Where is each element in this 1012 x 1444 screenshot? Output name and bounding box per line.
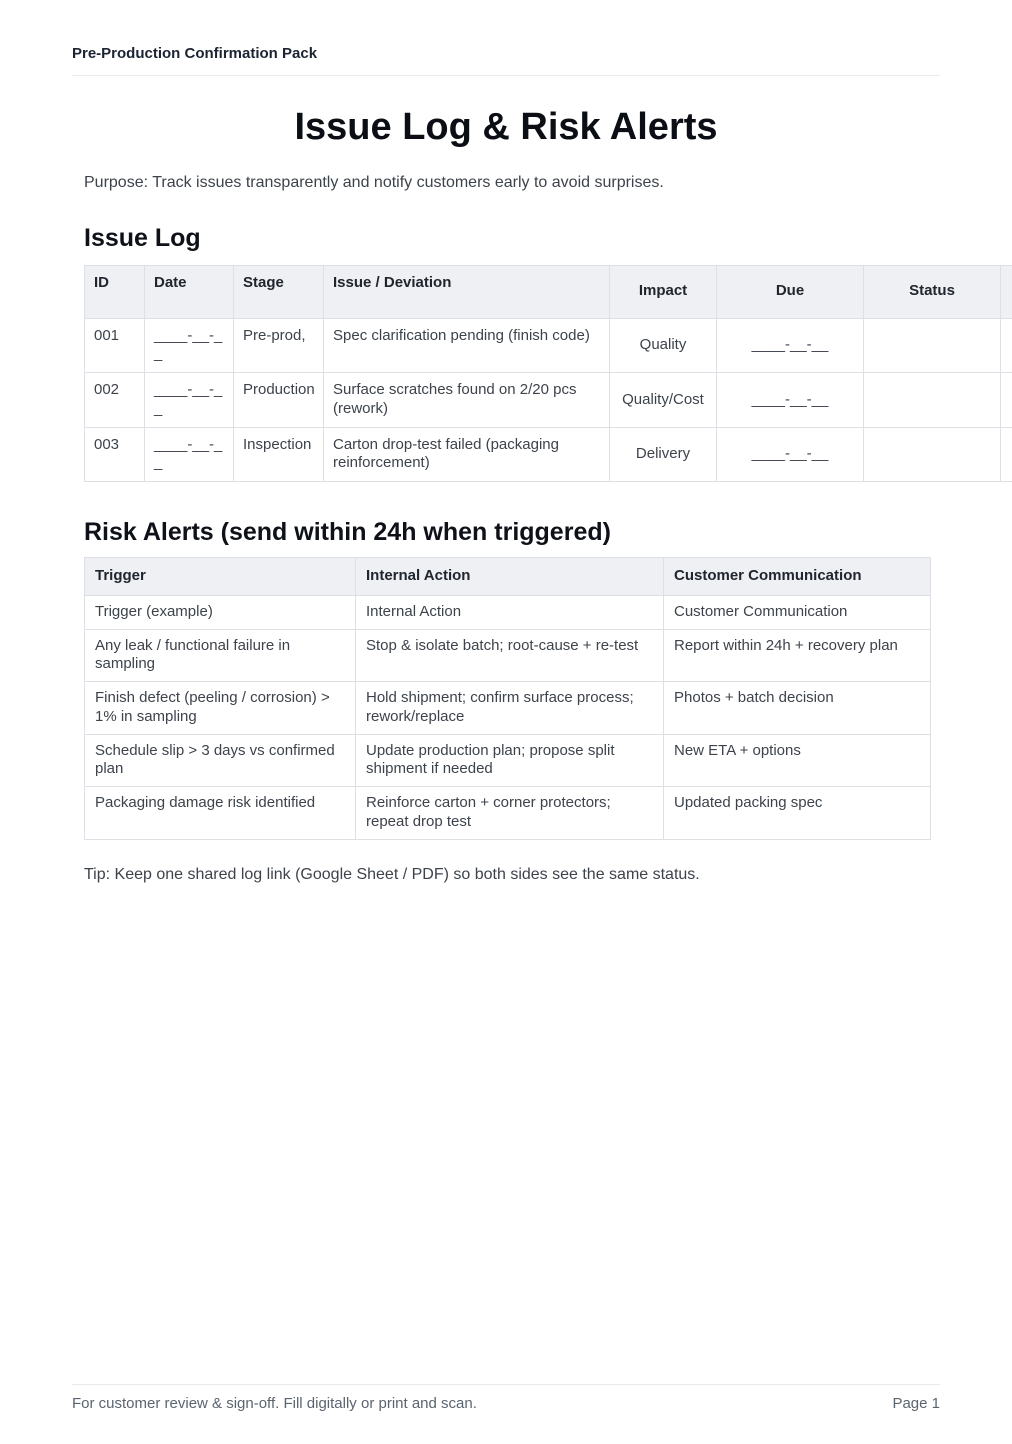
issue-log-heading: Issue Log <box>84 223 201 252</box>
risk-action-cell: Stop & isolate batch; root-cause + re-test <box>356 629 664 682</box>
risk-comm-cell: New ETA + options <box>664 734 931 787</box>
issue-deviation-cell: Surface scratches found on 2/20 pcs (rework) <box>324 373 610 428</box>
issue-status-cell <box>864 318 1001 373</box>
risk-action-cell: Hold shipment; confirm surface process; rework/replace <box>356 682 664 735</box>
issue-col-clipped <box>1001 265 1012 318</box>
issue-id-cell: 003 <box>85 427 145 482</box>
risk-trigger-cell: Schedule slip > 3 days vs confirmed plan <box>85 734 356 787</box>
issue-stage-cell: Pre-prod, <box>234 318 324 373</box>
risk-comm-cell: Report within 24h + recovery plan <box>664 629 931 682</box>
table-row <box>85 318 1012 373</box>
risk-action-cell: Internal Action <box>356 595 664 629</box>
doc-header-title: Pre-Production Confirmation Pack <box>72 45 318 62</box>
risk-trigger-cell: Trigger (example) <box>85 595 356 629</box>
risk-comm-cell: Photos + batch decision <box>664 682 931 735</box>
page-footer <box>72 1384 940 1412</box>
risk-trigger-cell: Any leak / functional failure in sampling <box>85 629 356 682</box>
table-row <box>85 373 1012 428</box>
issue-col-status: Status <box>864 265 1001 318</box>
issue-status-cell <box>864 373 1001 428</box>
issue-col-id: ID <box>85 265 145 318</box>
footer-note: For customer review & sign-off. Fill digitally or print and scan. <box>72 1395 477 1412</box>
issue-col-stage: Stage <box>234 265 324 318</box>
page-title: Issue Log & Risk Alerts <box>294 106 718 148</box>
table-row <box>85 734 931 787</box>
issue-clipped-cell <box>1001 427 1012 482</box>
issue-due-cell: ____-__-__ <box>717 373 864 428</box>
table-row <box>85 682 931 735</box>
page-number: Page 1 <box>892 1395 940 1412</box>
risk-alerts-table-wrap <box>84 557 1012 840</box>
issue-stage-cell: Inspection <box>234 427 324 482</box>
issue-date-cell: ____-__-__ <box>145 318 234 373</box>
issue-log-table-wrap <box>84 265 1012 483</box>
risk-alerts-table <box>84 557 931 840</box>
issue-col-date: Date <box>145 265 234 318</box>
issue-date-cell: ____-__-__ <box>145 373 234 428</box>
risk-trigger-cell: Packaging damage risk identified <box>85 787 356 840</box>
issue-deviation-cell: Spec clarification pending (finish code) <box>324 318 610 373</box>
issue-status-cell <box>864 427 1001 482</box>
issue-deviation-cell: Carton drop-test failed (packaging reinforcement) <box>324 427 610 482</box>
risk-comm-cell: Updated packing spec <box>664 787 931 840</box>
issue-col-issue: Issue / Deviation <box>324 265 610 318</box>
issue-impact-cell: Quality <box>610 318 717 373</box>
issue-due-cell: ____-__-__ <box>717 318 864 373</box>
table-row <box>85 595 931 629</box>
risk-comm-cell: Customer Communication <box>664 595 931 629</box>
risk-col-trigger: Trigger <box>85 558 356 596</box>
table-row <box>85 787 931 840</box>
issue-clipped-cell <box>1001 373 1012 428</box>
risk-alerts-heading: Risk Alerts (send within 24h when triggered) <box>84 518 611 547</box>
risk-col-comm: Customer Communication <box>664 558 931 596</box>
risk-alerts-header-row <box>85 558 931 596</box>
issue-id-cell: 002 <box>85 373 145 428</box>
issue-col-due: Due <box>717 265 864 318</box>
issue-stage-cell: Production <box>234 373 324 428</box>
issue-date-cell: ____-__-__ <box>145 427 234 482</box>
issue-log-table <box>84 265 1012 483</box>
issue-due-cell: ____-__-__ <box>717 427 864 482</box>
risk-col-action: Internal Action <box>356 558 664 596</box>
issue-impact-cell: Quality/Cost <box>610 373 717 428</box>
issue-log-header-row <box>85 265 1012 318</box>
issue-col-impact: Impact <box>610 265 717 318</box>
table-row <box>85 629 931 682</box>
table-row <box>85 427 1012 482</box>
risk-action-cell: Reinforce carton + corner protectors; repeat drop test <box>356 787 664 840</box>
risk-trigger-cell: Finish defect (peeling / corrosion) > 1% in sampling <box>85 682 356 735</box>
issue-impact-cell: Delivery <box>610 427 717 482</box>
header-divider <box>72 75 940 76</box>
issue-id-cell: 001 <box>85 318 145 373</box>
risk-action-cell: Update production plan; propose split shipment if needed <box>356 734 664 787</box>
purpose-text: Purpose: Track issues transparently and notify customers early to avoid surprises. <box>84 173 664 191</box>
tip-text: Tip: Keep one shared log link (Google Sheet / PDF) so both sides see the same status. <box>84 865 700 883</box>
issue-clipped-cell <box>1001 318 1012 373</box>
